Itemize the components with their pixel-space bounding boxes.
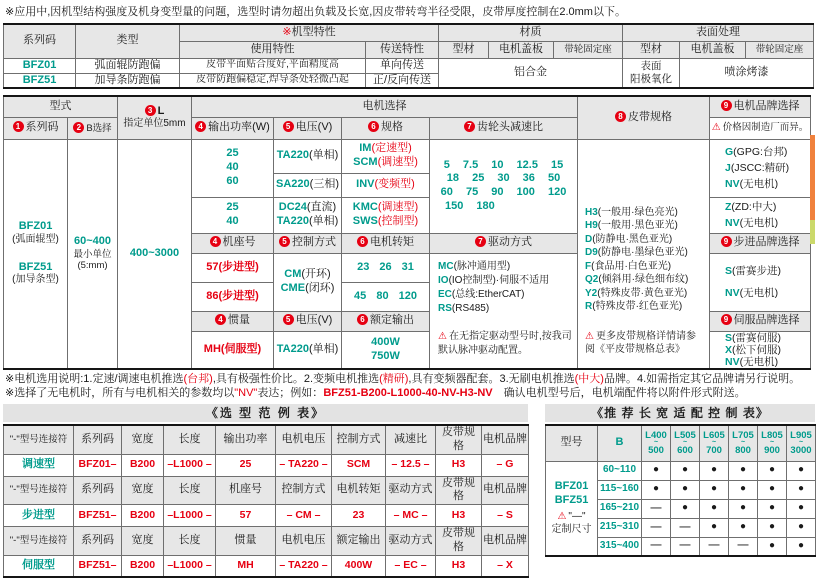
header-cell: 输出功率 [216,425,276,454]
note-text: ,具有变频器配套。3.无刷电机推选 [408,373,575,385]
transfer-cell: 正/反向传送 [366,73,439,88]
note-text: ※电机选用说明:1.定速/调速电机推选 [5,373,184,385]
ratio-label: 齿轮头减速比 [477,121,543,134]
price-note-text: 价格因制造厂而异。 [722,121,809,133]
compat-cell: ● [758,537,787,556]
surface-line2: 阳极氧化 [630,72,673,85]
warning-icon: ⚠ [438,330,447,342]
compat-cell: ● [671,499,700,518]
power-label: 输出功率(W) [208,121,270,134]
power-25: 25 [226,201,239,214]
header-motor-brand [710,96,811,117]
header-l-range: L400 ~ 500 [642,425,671,461]
circle-3-icon: 3 [145,105,156,116]
circle-2-icon: 2 [73,122,84,133]
header-frame-size: 4 机座号 [192,233,274,253]
value-cell: B200 [122,555,164,577]
warning-icon: ⚠ [557,510,567,522]
header-motor-torque: 6 电机转矩 [342,233,430,253]
drive-mode-cell [430,253,578,369]
value-cell: – 12.5 – [386,454,436,476]
power-40: 40 [226,161,239,174]
circle-6-icon: 6 [357,236,368,247]
header-cell: 皮带规格 [436,425,482,454]
header-cell: 宽度 [122,527,164,556]
note-text: ,具有极强性价比。2.变频电机推选 [212,373,380,385]
header-series [4,117,68,139]
brand-item: NV(无电机) [725,287,779,299]
circle-6-icon: 6 [357,314,368,325]
circle-4-icon: 4 [210,236,221,247]
spec-line: KMC(调速型) [352,201,419,214]
size-compat-table [545,424,816,557]
header-cell: 驱动方式 [386,527,436,556]
power-25: 25 [226,147,239,160]
drive-note: ⚠ 在无指定驱动型号时,按我司默认脉冲驱动配置。 [438,330,572,356]
header-l-range: L905 ~ 3000 [787,425,816,461]
compat-cell: ● [787,480,816,499]
ctrl-line: CME(闭环) [280,282,335,294]
note-red: (台邦) [183,373,213,385]
circle-9-icon: 9 [721,314,732,325]
brand-group-stepper [710,253,811,311]
spec-cell-1 [342,139,430,173]
voltage-cell-4: TA220(单相) [274,331,342,369]
compat-cell: — [642,537,671,556]
header-l-range: L505 ~ 600 [671,425,700,461]
value-cell: –L1000 – [164,555,216,577]
torque-cell-86: 45 80 120 [342,282,430,311]
note-text: ※选择了无电机时，所有与电机相关的参数均以 [5,387,235,399]
brand-item: S(雷赛步进) [725,265,782,277]
header-motor-cover-2: 电机盖板 [680,41,746,58]
value-cell: – X [482,555,529,577]
compat-cell: — [729,537,758,556]
header-cell: "-"型号连接符 [4,476,74,505]
circle-5-icon: 5 [279,236,290,247]
page-edge-tab-orange [810,135,815,220]
belt-item: Y2(特殊皮带·黄色亚光) [585,287,688,299]
header-cell: 减速比 [386,425,436,454]
compat-cell: ● [729,518,758,537]
header-l-range: L605 ~ 700 [700,425,729,461]
compat-cell: ● [787,518,816,537]
brand-item: NV(无电机) [725,178,779,190]
circle-7-icon: 7 [464,121,475,132]
series-bfz51: BFZ51 [18,260,53,273]
circle-7-icon: 7 [475,236,486,247]
compat-cell: ● [729,480,758,499]
header-voltage [274,117,342,139]
header-rated-output: 6 额定输出 [342,311,430,331]
series-spec-table [3,23,814,89]
compat-cell: — [642,518,671,537]
brand-group-brushless [710,197,811,233]
b-range-cell: 165~210 [598,499,642,518]
header-gear-ratio [430,117,578,139]
header-cell: 系列码 [74,476,122,505]
header-pulley-seat: 带轮固定座 [554,41,623,58]
header-length [118,96,192,139]
compat-cell: ● [671,480,700,499]
value-cell: 23 [332,505,386,527]
header-inertia: 4 惯量 [192,311,274,331]
drive-item: IO(IO控制型)·伺服不适用 [438,274,550,286]
belt-item: Q2(倾斜用·绿色细布纹) [585,274,689,285]
brand-item: X(松下伺服) [725,343,782,356]
torque-cell-57: 23 26 31 [342,253,430,282]
b-range-cell: 115~160 [598,480,642,499]
type-cell: 加导条防跑偏 [76,73,180,88]
control-mode-cell [274,253,342,311]
compat-cell: — [642,499,671,518]
top-usage-note: ※应用中,因机型结构强度及机身变型量的问题，选型时请勿超出负载及长宽,因皮带转弯半径受限，皮带厚度控制在2.0mm以下。 [5,6,626,18]
frame-86-cell: 86(步进型) [192,282,274,311]
brand-group-ac [710,139,811,197]
voltage-cell-2: SA220(三相) [274,173,342,197]
compat-cell: ● [700,461,729,480]
compat-cell: ● [729,499,758,518]
voltage-cell-3 [274,197,342,233]
spacer [5,247,66,261]
motor-selection-note [5,372,800,386]
compat-cell: ● [671,461,700,480]
header-cell: 控制方式 [276,476,332,505]
compat-cell: — [700,537,729,556]
side-note: 定制尺寸 [551,523,592,535]
header-use-feature: 使用特性 [180,41,366,58]
note-red: "NV" [234,387,258,399]
side-bfz51: BFZ51 [554,494,589,507]
value-cell: 400W [332,555,386,577]
type-cell: 弧面辊防跑偏 [76,58,180,73]
value-cell: B200 [122,505,164,527]
header-profile: 型材 [439,41,489,58]
page-edge-tab-green [810,220,815,244]
header-cell: 系列码 [74,425,122,454]
compat-cell: ● [787,499,816,518]
header-cell: "-"型号连接符 [4,425,74,454]
value-cell: – MC – [386,505,436,527]
compat-cell: — [671,537,700,556]
header-pulley-seat-2: 带轮固定座 [746,41,814,58]
feature-label: 机型特性 [291,25,336,38]
compat-cell: ● [700,518,729,537]
value-cell: – EC – [386,555,436,577]
volt-line: DC24(直流) [278,201,337,214]
brand-item: NV(无电机) [725,355,779,368]
rated-output-cell [342,331,430,369]
header-cell: 电机转矩 [332,476,386,505]
compat-cell: ● [642,461,671,480]
paint-cell: 喷涂烤漆 [680,58,814,88]
header-voltage-2: 5 电压(V) [274,311,342,331]
spec-cell-2: INV(变频型) [342,173,430,197]
header-surface: 表面处理 [623,24,814,41]
side-model-cell [546,461,598,556]
header-drive-mode: 7 驱动方式 [430,233,578,253]
header-motor-select: 电机选择 [192,96,578,117]
value-cell: H3 [436,505,482,527]
power-60: 60 [226,174,239,187]
size-table-title: 《推 荐 长 宽 适 配 控 制 表》 [545,404,815,422]
belt-label: 皮带规格 [628,110,672,123]
surface-line1: 表面 [640,59,662,72]
circle-9-icon: 9 [721,100,732,111]
header-machine-feature [180,24,439,41]
surface-cell [623,58,680,88]
type-label-speed: 调速型 [4,454,74,476]
belt-item: H9(一般用·黑色亚光) [585,220,678,231]
note-red: (精研) [379,373,409,385]
belt-item: D(防静电·黑色亚光) [585,233,673,245]
brand-label: 电机品牌选择 [733,99,800,112]
note-text: 品牌。4.如需指定其它品牌请另行说明。 [603,373,801,385]
use-feature-cell: 皮带平面贴合度好,平面精度高 [180,58,366,73]
value-cell: H3 [436,555,482,577]
frame-57-cell: 57(步进型) [192,253,274,282]
compat-cell: — [671,518,700,537]
compat-cell: ● [700,480,729,499]
belt-item: H3(一般用·绿色亮光) [585,206,678,218]
circle-8-icon: 8 [615,111,626,122]
header-profile-2: 型材 [623,41,680,58]
side-bfz01: BFZ01 [554,480,589,493]
header-cell: 惯量 [216,527,276,556]
compat-cell: ● [758,518,787,537]
header-b: B [598,425,642,461]
use-feature-cell: 皮带防跑偏稳定,焊导条处轻微凸起 [180,73,366,88]
header-cell: 电机品牌 [482,527,529,556]
circle-4-icon: 4 [215,314,226,325]
warning-icon: ⚠ [711,121,721,133]
header-transfer: 传送特性 [366,41,439,58]
series-bfz01: BFZ01 [18,220,53,233]
value-cell: –L1000 – [164,454,216,476]
power-40: 40 [226,215,239,227]
value-cell: H3 [436,454,482,476]
header-cell: 皮带规格 [436,476,482,505]
header-cell: 长度 [164,425,216,454]
header-cell: 系列码 [74,527,122,556]
b-range: 60~400 [73,234,111,247]
circle-5-icon: 5 [283,314,294,325]
no-motor-note [5,386,746,400]
b-range-cell: 60~110 [598,461,642,480]
header-type: 类型 [76,24,180,58]
header-cell: 电机品牌 [482,476,529,505]
value-cell: – TA220 – [276,555,332,577]
ratio-line: 60 75 90 100 120 [440,186,567,198]
length-label [119,105,190,119]
l-letter: L [157,104,165,117]
header-cell: 机座号 [216,476,276,505]
inertia-mh-cell: MH(伺服型) [192,331,274,369]
header-belt-spec [578,96,710,139]
note-model-red: BFZ51-B200-L1000-40-NV-H3-NV [323,387,493,399]
header-l-range: L805 ~ 900 [758,425,787,461]
spec-line: SWS(控制型) [352,215,419,227]
brand-price-note [710,117,811,139]
example-table-title: 《选 型 范 例 表》 [3,404,528,422]
circle-1-icon: 1 [13,121,24,132]
b-range-cell: 215~310 [598,518,642,537]
spec-line: IM(定速型) [359,142,412,155]
header-cell: 宽度 [122,425,164,454]
header-cell: 控制方式 [332,425,386,454]
header-servo-brand: 9 伺服品牌选择 [710,311,811,331]
belt-spec-cell [578,139,710,369]
value-cell: MH [216,555,276,577]
belt-item: R(特殊皮带·红色亚光) [585,301,683,312]
b-label: B选择 [86,122,112,134]
header-cell: 电机品牌 [482,425,529,454]
spec-label: 规格 [381,121,403,134]
header-cell: 电机电压 [276,425,332,454]
series-label: 系列码 [25,121,59,134]
spec-line: SCM(调速型) [353,156,418,168]
red-star: ※ [282,25,292,38]
example-table [3,424,529,578]
header-cell: 额定输出 [332,527,386,556]
brand-item: Z(ZD:中大) [725,201,777,213]
series-code-bfz51: BFZ51 [4,73,76,88]
belt-item: D9(防静电·墨绿色亚光) [585,247,688,258]
spec-cell-3 [342,197,430,233]
volt-code: TA220 [276,149,309,162]
output-400w: 400W [371,335,400,348]
header-cell: 长度 [164,476,216,505]
value-cell: – G [482,454,529,476]
value-cell: BFZ51– [74,555,122,577]
ratio-line: 150 180 [445,199,495,212]
value-cell: –L1000 – [164,505,216,527]
header-power [192,117,274,139]
ratio-line: 5 7.5 10 12.5 15 [443,158,564,171]
b-unit: (5:mm) [77,260,108,272]
header-model: 型号 [546,425,598,461]
voltage-cell-1 [274,139,342,173]
note-text: 确认电机型号后，电机端配件将以附件形式附送。 [492,387,746,399]
type-label-servo: 伺服型 [4,555,74,577]
compat-cell: ● [758,499,787,518]
compat-cell: ● [700,499,729,518]
header-spec [342,117,430,139]
header-b-select [68,117,118,139]
b-range-cell [68,139,118,369]
belt-item: F(食品用·白色亚光) [585,260,672,272]
type-label-stepper: 步进型 [4,505,74,527]
model-selection-table [3,95,811,370]
ratio-line: 18 25 30 36 50 [446,172,561,185]
volt-label: 电压(V) [295,121,333,134]
note-red: (中大) [574,373,604,385]
series-cell [4,139,68,369]
transfer-cell: 单向传送 [366,58,439,73]
circle-4-icon: 4 [195,121,206,132]
l-unit-note: 指定单位5mm [123,118,186,130]
value-cell: B200 [122,454,164,476]
output-750w: 750W [371,349,400,362]
header-cell: 驱动方式 [386,476,436,505]
brand-item: S(雷赛伺服) [725,331,782,344]
drive-item: MC(脉冲通用型) [438,260,511,272]
value-cell: 57 [216,505,276,527]
b-min-unit: 最小单位 [73,248,112,260]
value-cell: BFZ01– [74,454,122,476]
belt-note: ⚠ 更多皮带规格详情请参阅《平皮带规格总表》 [585,330,696,355]
value-cell: – TA220 – [276,454,332,476]
power-cell-2 [192,197,274,233]
l-range-cell: 400~3000 [118,139,192,369]
header-stepper-brand: 9 步进品牌选择 [710,233,811,253]
header-cell: 宽度 [122,476,164,505]
drive-item: RS(RS485) [438,302,490,314]
volt-desc: (单相) [308,149,339,162]
value-cell: BFZ51– [74,505,122,527]
circle-6-icon: 6 [368,121,379,132]
ctrl-line: CM(开环) [284,268,331,281]
drive-item: EC(总线:EtherCAT) [438,288,525,300]
brand-item: J(JSCC:精研) [725,162,790,174]
value-cell: – CM – [276,505,332,527]
compat-cell: ● [787,461,816,480]
compat-cell: ● [729,461,758,480]
side-mark: ⚠ "—" [557,510,586,522]
value-cell: SCM [332,454,386,476]
brand-group-servo [710,331,811,369]
series-bfz51-sub: (加导条型) [12,274,59,286]
series-bfz01-sub: (弧面辊型) [12,234,59,245]
value-cell: – S [482,505,529,527]
header-series-code: 系列码 [4,24,76,58]
power-cell-1 [192,139,274,197]
brand-item: G(GPG:台邦) [725,146,788,158]
compat-cell: ● [758,461,787,480]
b-range-cell: 315~400 [598,537,642,556]
circle-9-icon: 9 [721,236,732,247]
header-l-range: L705 ~ 800 [729,425,758,461]
header-cell: 长度 [164,527,216,556]
header-control-mode: 5 控制方式 [274,233,342,253]
circle-5-icon: 5 [283,121,294,132]
header-model-format: 型式 [4,96,118,117]
series-code-bfz01: BFZ01 [4,58,76,73]
note-text: 表达；例如： [257,387,324,399]
compat-cell: ● [787,537,816,556]
header-motor-cover: 电机盖板 [489,41,554,58]
header-cell: 电机电压 [276,527,332,556]
compat-cell: ● [758,480,787,499]
header-cell: "-"型号连接符 [4,527,74,556]
compat-cell: ● [642,480,671,499]
warning-icon: ⚠ [585,330,594,342]
material-cell: 铝合金 [439,58,623,88]
gear-ratio-cell [430,139,578,233]
volt-line: TA220(单相) [276,215,339,227]
header-material: 材质 [439,24,623,41]
brand-item: NV(无电机) [725,217,779,229]
header-cell: 皮带规格 [436,527,482,556]
value-cell: 25 [216,454,276,476]
